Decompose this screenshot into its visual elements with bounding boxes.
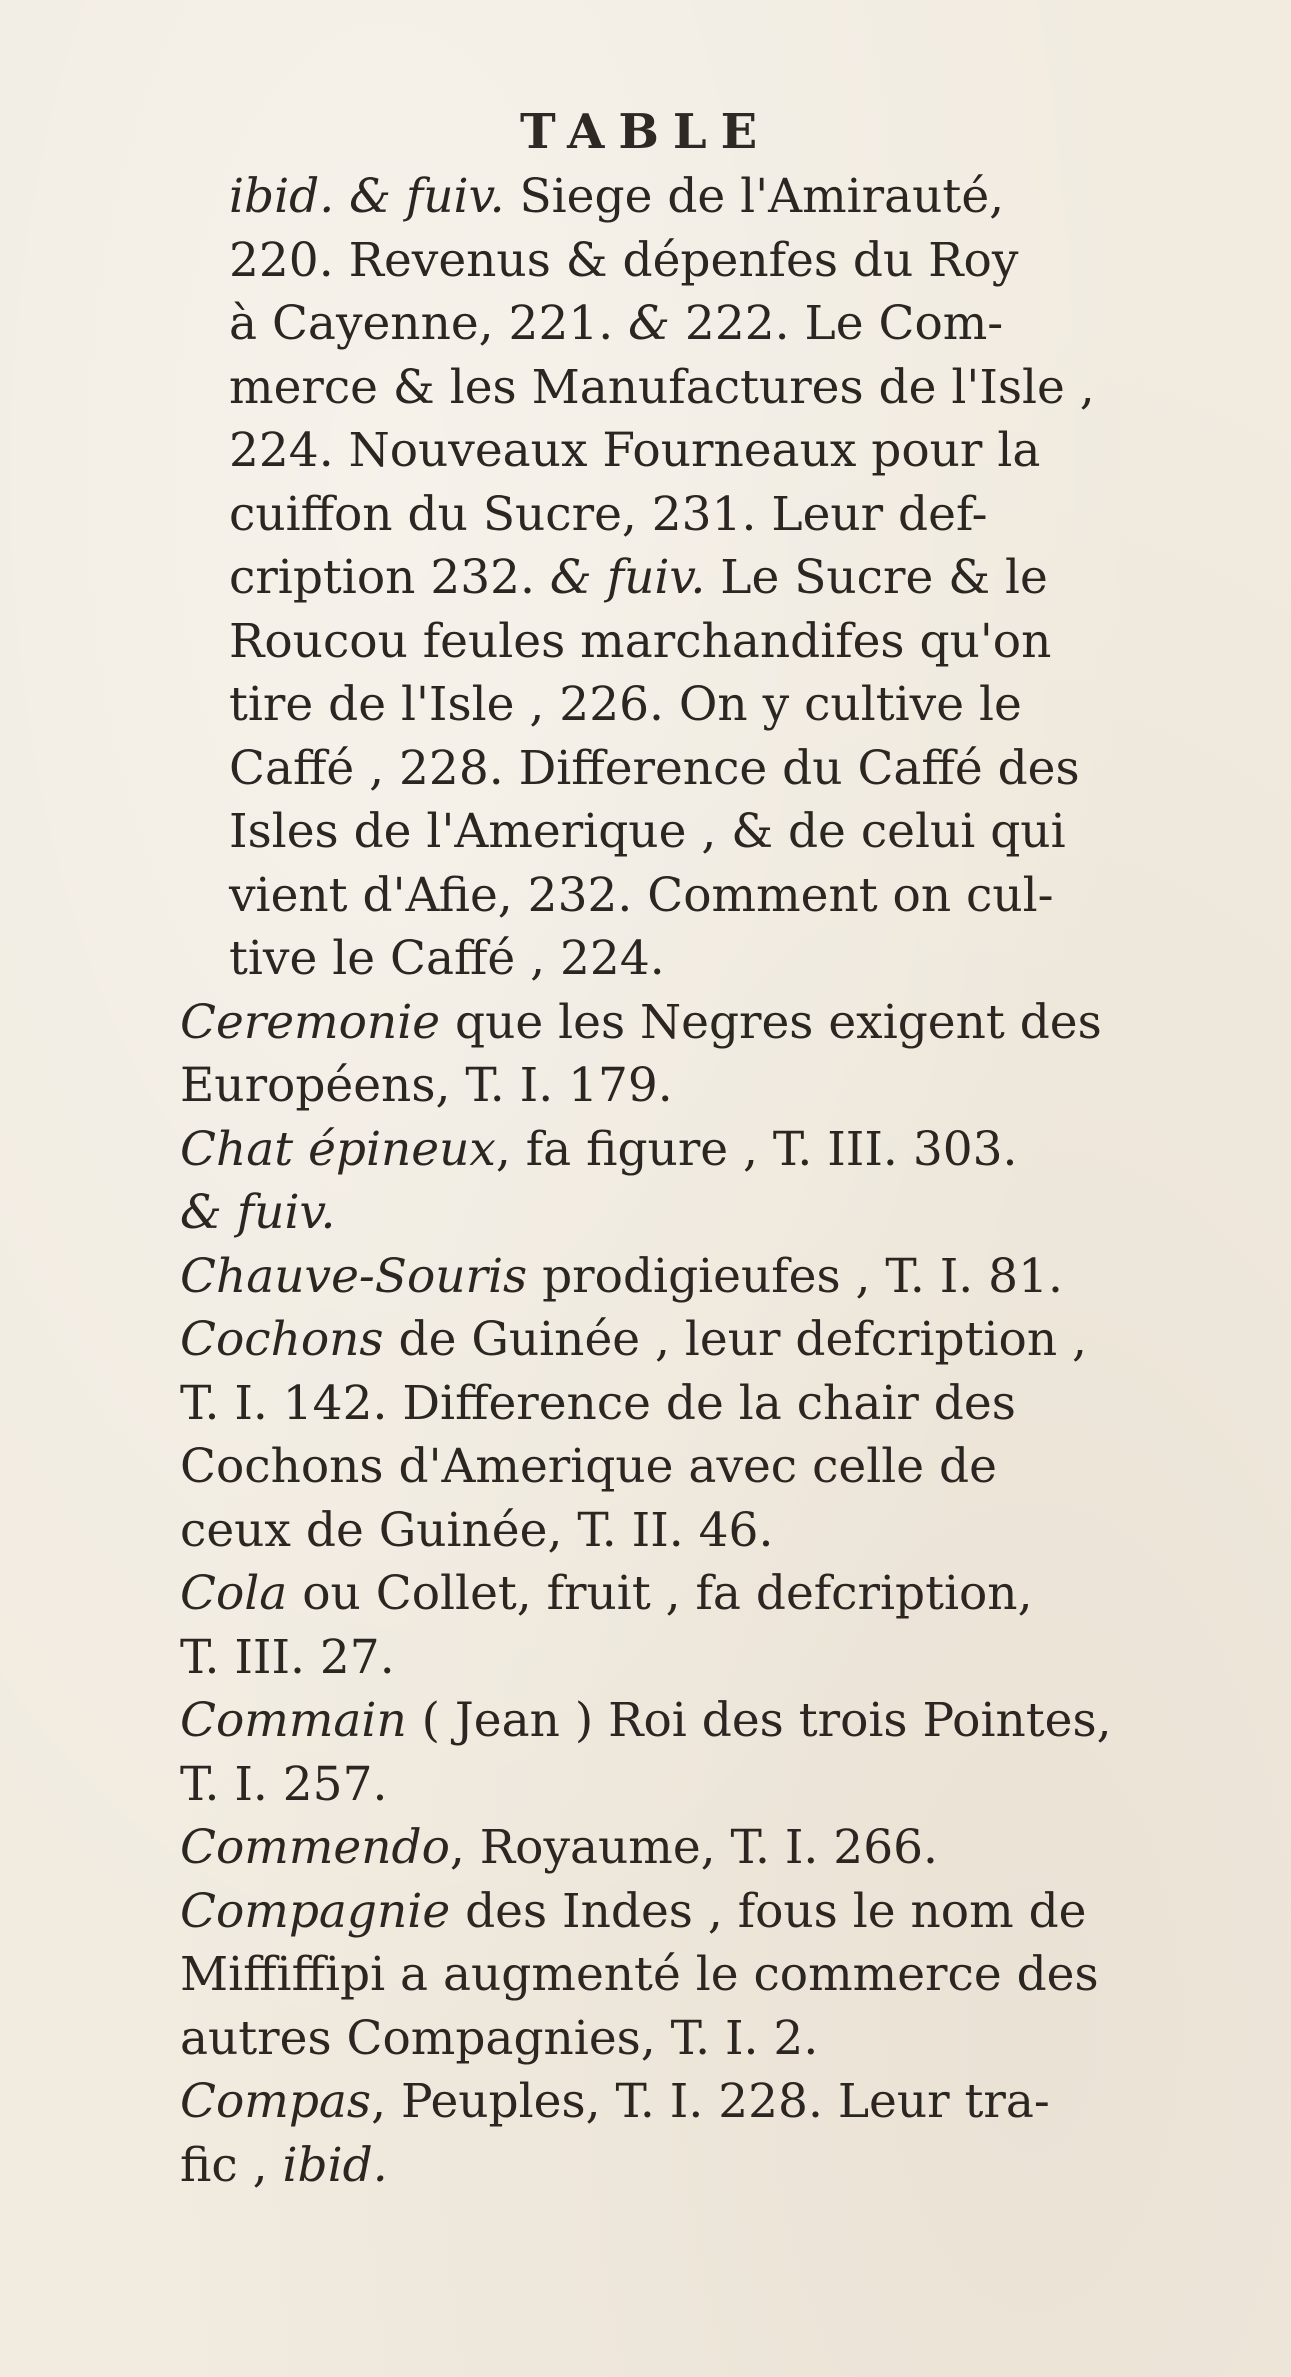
- text-segment: ibid. & fuiv.: [229, 169, 505, 224]
- text-segment: Cochons d'Amerique avec celle de: [180, 1439, 997, 1494]
- text-line: [180, 1753, 1190, 1817]
- entry-headword: Compas: [180, 2074, 372, 2129]
- text-segment: & fuiv.: [180, 1185, 336, 1240]
- index-entry-continuation: [180, 165, 1190, 991]
- text-line: [229, 737, 1190, 801]
- text-segment: T. I. 142. Difference de la chair des: [180, 1375, 1016, 1431]
- text-segment: cription 232.: [229, 550, 550, 605]
- text-line: [229, 419, 1190, 483]
- index-entry: [180, 1118, 1190, 1245]
- text-line: [180, 1626, 1190, 1690]
- text-segment: Miffiffipi a augmenté le commerce des: [180, 1947, 1099, 2002]
- index-entry: [180, 1245, 1190, 1309]
- text-segment: &: [628, 296, 670, 351]
- text-line: [229, 800, 1190, 864]
- text-segment: ( Jean ) Roi des trois Pointes,: [406, 1693, 1112, 1748]
- text-line: [229, 673, 1190, 737]
- text-line: [180, 1880, 1190, 1944]
- text-segment: vient d'Afie, 232. Comment on cul-: [229, 867, 1054, 923]
- text-line: [180, 2070, 1190, 2134]
- text-segment: 222. Le Com-: [669, 296, 1004, 351]
- text-segment: ou Collet, fruit , fa defcription,: [287, 1566, 1033, 1621]
- entry-headword: Chauve-Souris: [180, 1248, 528, 1304]
- text-line: [229, 927, 1190, 991]
- text-segment: des Indes , fous le nom de: [450, 1883, 1087, 1939]
- text-line: [180, 1562, 1190, 1626]
- text-segment: fic ,: [180, 2137, 283, 2193]
- text-segment: T. I. 257.: [180, 1756, 388, 1812]
- text-line: [180, 1054, 1190, 1118]
- entry-headword: Compagnie: [180, 1883, 451, 1939]
- text-line: [229, 546, 1190, 610]
- entry-headword: Chat épineux: [180, 1121, 496, 1177]
- text-segment: ceux de Guinée, T. II. 46.: [180, 1502, 774, 1558]
- index-entry: [180, 2070, 1190, 2197]
- text-line: [180, 1689, 1190, 1753]
- text-segment: , Royaume, T. I. 266.: [449, 1820, 938, 1875]
- index-entry: [180, 1562, 1190, 1689]
- text-segment: Roucou feules marchandifes qu'on: [229, 613, 1052, 669]
- text-line: [229, 229, 1190, 293]
- text-segment: prodigieufes , T. I. 81.: [527, 1248, 1063, 1304]
- index-entry: [180, 1816, 1190, 1880]
- text-line: [229, 165, 1190, 229]
- text-segment: cuiffon du Sucre, 231. Leur def-: [229, 486, 988, 542]
- text-segment: & fuiv.: [549, 550, 706, 605]
- text-segment: que les Negres exigent des: [440, 994, 1102, 1050]
- running-head: TABLE: [520, 104, 772, 160]
- text-line: [180, 1308, 1190, 1372]
- text-segment: 224. Nouveaux Fourneaux pour la: [229, 423, 1041, 478]
- text-line: [180, 1245, 1190, 1309]
- text-segment: Siege de l'Amirauté,: [504, 169, 1005, 224]
- text-segment: à Cayenne, 221.: [229, 296, 629, 351]
- text-line: [229, 610, 1190, 674]
- text-line: [229, 864, 1190, 928]
- text-line: [180, 2134, 1190, 2198]
- text-line: [180, 1372, 1190, 1436]
- text-segment: tive le Caffé , 224.: [229, 931, 665, 986]
- entry-headword: Cochons: [180, 1312, 384, 1367]
- index-entry: [180, 991, 1190, 1118]
- text-segment: Le Sucre & le: [705, 550, 1048, 605]
- text-segment: merce & les Manufactures de l'Isle ,: [229, 359, 1095, 415]
- text-segment: , fa figure , T. III. 303.: [495, 1121, 1018, 1177]
- index-entry: [180, 1689, 1190, 1816]
- text-line: [180, 1435, 1190, 1499]
- entry-headword: Cola: [180, 1566, 288, 1621]
- text-line: [180, 2007, 1190, 2071]
- text-segment: tire de l'Isle , 226. On y cultive le: [229, 677, 1022, 732]
- index-entry: [180, 1880, 1190, 2071]
- text-line: [180, 1181, 1190, 1245]
- index-entry: [180, 1308, 1190, 1562]
- text-segment: de Guinée , leur defcription ,: [383, 1312, 1087, 1367]
- text-segment: Caffé , 228. Difference du Caffé des: [229, 740, 1080, 796]
- text-line: [180, 1499, 1190, 1563]
- text-segment: , Peuples, T. I. 228. Leur tra-: [371, 2074, 1050, 2129]
- entry-headword: Commain: [180, 1693, 407, 1748]
- text-line: [229, 356, 1190, 420]
- entry-headword: Commendo: [180, 1820, 450, 1875]
- text-line: [229, 483, 1190, 547]
- text-segment: Européens, T. I. 179.: [180, 1058, 673, 1113]
- text-segment: ibid.: [282, 2137, 388, 2193]
- text-line: [180, 1118, 1190, 1182]
- text-segment: autres Compagnies, T. I. 2.: [180, 2010, 819, 2066]
- text-line: [180, 1943, 1190, 2007]
- index-column: [180, 165, 1190, 2197]
- text-line: [229, 292, 1190, 356]
- entry-headword: Ceremonie: [180, 994, 441, 1050]
- text-segment: T. III. 27.: [180, 1629, 395, 1685]
- text-line: [180, 991, 1190, 1055]
- text-segment: 220. Revenus & dépenfes du Roy: [229, 232, 1019, 288]
- text-segment: Isles de l'Amerique , & de celui qui: [229, 804, 1066, 859]
- text-line: [180, 1816, 1190, 1880]
